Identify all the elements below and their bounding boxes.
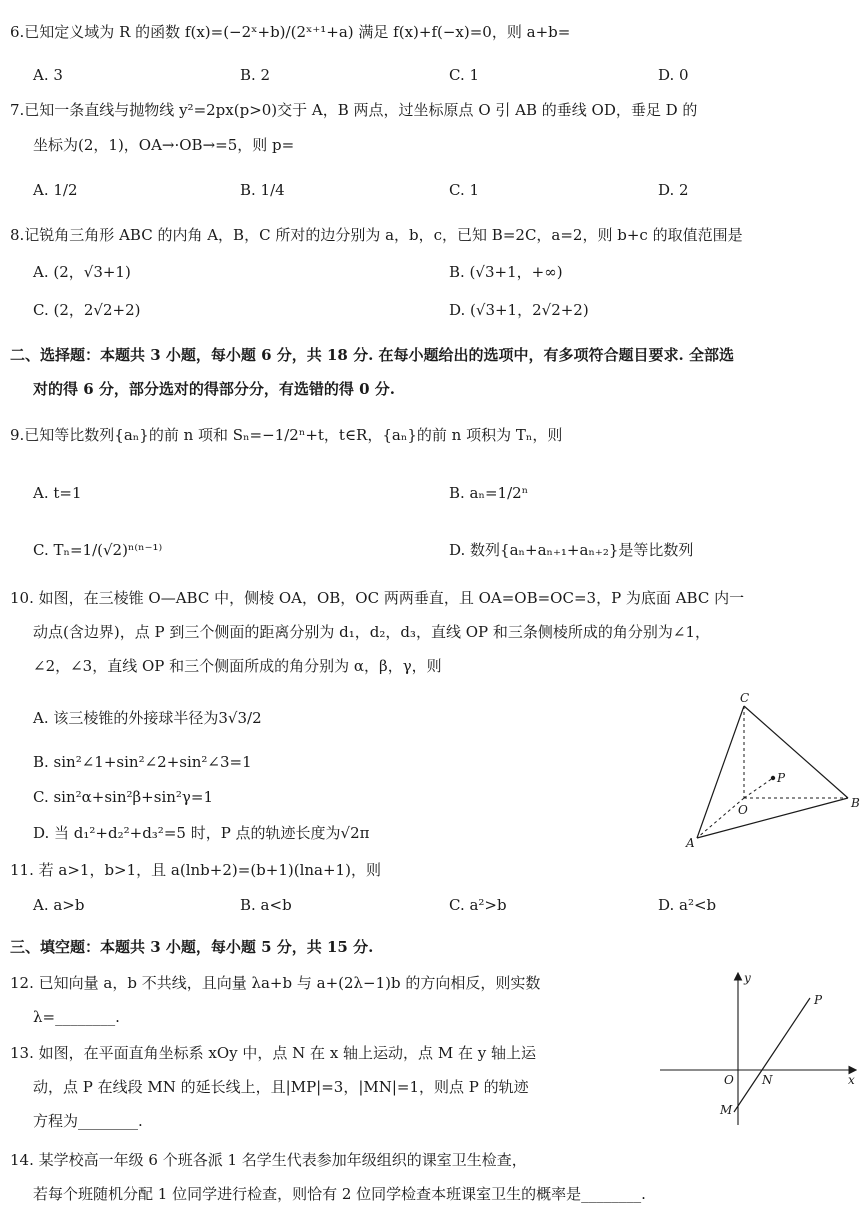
q6-option-d: D. 0 [658,66,689,84]
q8-option-a: A. (2，√3+1) [33,263,131,281]
q6-option-a: A. 3 [33,66,63,84]
label-p13: P [814,993,823,1007]
label-o13: O [724,1073,734,1087]
q10-option-b: B. sin²∠1+sin²∠2+sin²∠3=1 [33,753,252,771]
q11-option-b: B. a<b [240,896,292,914]
label-o: O [738,803,748,817]
q8-option-b: B. (√3+1，+∞) [449,263,563,281]
q9-option-a: A. t=1 [33,484,82,502]
label-x: x [848,1073,855,1087]
q11-option-d: D. a²<b [658,896,717,914]
q7-option-c: C. 1 [449,181,480,199]
coordinate-figure [660,970,860,1130]
q12-stem-line2: λ=________. [33,1008,120,1026]
q10-stem-line2: 动点(含边界)，点 P 到三个侧面的距离分别为 d₁，d₂，d₃，直线 OP 和三条侧棱所成的角分别为∠1， [33,623,710,641]
q6-option-b: B. 2 [240,66,271,84]
q8-option-d: D. (√3+1，2√2+2) [449,301,589,319]
q9-option-b: B. aₙ=1/2ⁿ [449,484,529,502]
q9-option-d: D. 数列{aₙ+aₙ₊₁+aₙ₊₂}是等比数列 [449,541,694,559]
q14-stem-line2: 若每个班随机分配 1 位同学进行检查，则恰有 2 位同学检查本班课室卫生的概率是________. [33,1185,646,1203]
tetrahedron-figure [680,690,865,855]
q7-option-a: A. 1/2 [33,181,78,199]
q13-stem-line2: 动，点 P 在线段 MN 的延长线上，且|MP|=3，|MN|=1，则点 P 的轨迹 [33,1078,529,1096]
q8-stem: 8.记锐角三角形 ABC 的内角 A，B，C 所对的边分别为 a，b，c，已知 B=2C，a=2，则 b+c 的取值范围是 [10,226,743,244]
q10-option-c: C. sin²α+sin²β+sin²γ=1 [33,788,213,806]
q14-stem-line1: 14. 某学校高一年级 6 个班各派 1 名学生代表参加年级组织的课室卫生检查， [10,1151,527,1169]
q6-option-c: C. 1 [449,66,480,84]
label-b: B [851,796,860,810]
q8-option-c: C. (2，2√2+2) [33,301,141,319]
label-a: A [686,836,695,850]
q9-option-c: C. Tₙ=1/(√2)ⁿ⁽ⁿ⁻¹⁾ [33,541,163,559]
q7-option-b: B. 1/4 [240,181,285,199]
q6-stem: 6.已知定义域为 R 的函数 f(x)=(−2ˣ+b)/(2ˣ⁺¹+a) 满足 f(x)+f(−x)=0，则 a+b= [10,23,571,41]
label-p: P [777,771,786,785]
q12-stem-line1: 12. 已知向量 a，b 不共线，且向量 λa+b 与 a+(2λ−1)b 的方向相反，则实数 [10,974,541,992]
q13-stem-line3: 方程为________. [33,1112,143,1130]
section-2-heading-line2: 对的得 6 分，部分选对的得部分分，有选错的得 0 分. [33,380,395,398]
q11-option-a: A. a>b [33,896,85,914]
label-y: y [744,971,751,985]
q7-stem-line1: 7.已知一条直线与抛物线 y²=2px(p>0)交于 A，B 两点，过坐标原点 O 引 AB 的垂线 OD，垂足 D 的 [10,101,698,119]
section-3-heading: 三、填空题：本题共 3 小题，每小题 5 分，共 15 分. [10,938,374,956]
q10-option-a: A. 该三棱锥的外接球半径为3√3/2 [33,709,262,727]
q7-stem-line2: 坐标为(2，1)，OA→·OB→=5，则 p= [33,136,295,154]
q7-option-d: D. 2 [658,181,689,199]
q10-option-d: D. 当 d₁²+d₂²+d₃²=5 时，P 点的轨迹长度为√2π [33,824,370,842]
label-n: N [762,1073,773,1087]
q11-stem: 11. 若 a>1，b>1，且 a(lnb+2)=(b+1)(lna+1)，则 [10,861,381,879]
q10-stem-line1: 10. 如图，在三棱锥 O—ABC 中，侧棱 OA，OB，OC 两两垂直，且 OA=OB=OC=3，P 为底面 ABC 内一 [10,589,745,607]
label-c: C [740,691,750,705]
q9-stem: 9.已知等比数列{aₙ}的前 n 项和 Sₙ=−1/2ⁿ+t，t∈R，{aₙ}的前 n 项积为 Tₙ，则 [10,426,563,444]
q11-option-c: C. a²>b [449,896,507,914]
q10-stem-line3: ∠2，∠3，直线 OP 和三个侧面所成的角分别为 α，β，γ，则 [33,657,442,675]
label-m: M [720,1103,733,1117]
section-2-heading: 二、选择题：本题共 3 小题，每小题 6 分，共 18 分. 在每小题给出的选项中，有多项符合题目要求. 全部选 [10,346,734,364]
q13-stem-line1: 13. 如图，在平面直角坐标系 xOy 中，点 N 在 x 轴上运动，点 M 在 y 轴上运 [10,1044,536,1062]
